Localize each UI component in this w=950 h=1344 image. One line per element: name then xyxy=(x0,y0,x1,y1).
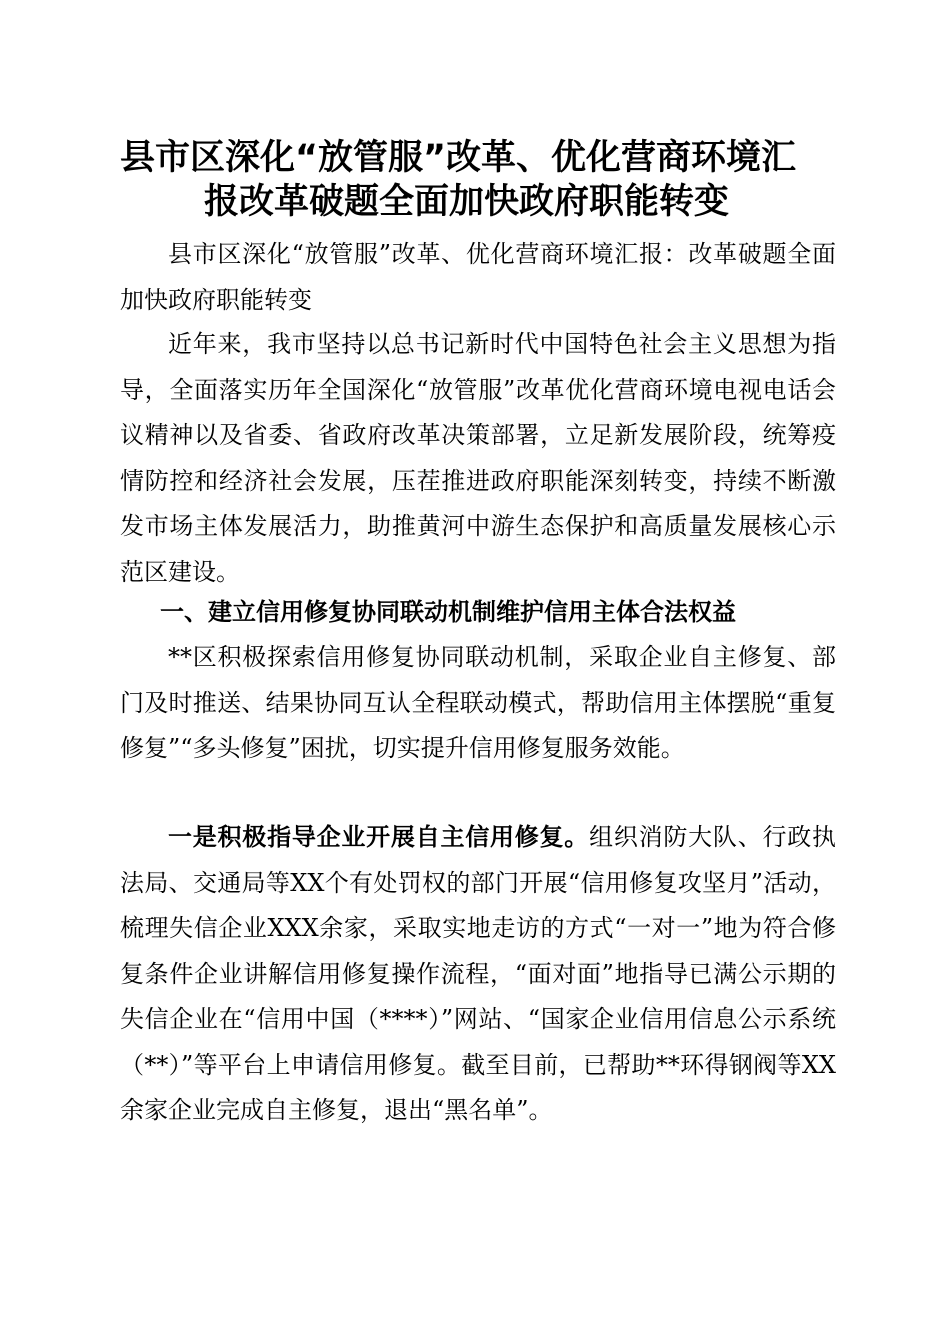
item-1-lead: 一是积极指导企业开展自主信用修复。 xyxy=(168,822,590,851)
subtitle-paragraph: 县市区深化“放管服”改革、优化营商环境汇报：改革破题全面加快政府职能转变 xyxy=(120,240,836,314)
document-title-line-1: 县市区深化“放管服”改革、优化营商环境汇 xyxy=(120,138,797,178)
section-1-heading: 一、建立信用修复协同联动机制维护信用主体合法权益 xyxy=(160,598,736,626)
document-title-line-2: 报改革破题全面加快政府职能转变 xyxy=(204,182,730,222)
item-1-paragraph xyxy=(120,814,836,1134)
intro-paragraph: 近年来，我市坚持以总书记新时代中国特色社会主义思想为指导，全面落实历年全国深化“放管服”改革优化营商环境电视电话会议精神以及省委、省政府改革决策部署，立足新发展阶段，统筹疫情防控和经济社会发展，压茬推进政府职能深刻转变，持续不断激发市场主体发展活力，助推黄河中游生态保护和高质量发展核心示范区建设。 xyxy=(120,330,836,586)
section-1-paragraph: **区积极探索信用修复协同联动机制，采取企业自主修复、部门及时推送、结果协同互认全程联动模式，帮助信用主体摆脱“重复修复”“多头修复”困扰，切实提升信用修复服务效能。 xyxy=(120,643,836,762)
item-1-body: 组织消防大队、行政执法局、交通局等XX个有处罚权的部门开展“信用修复攻坚月”活动，梳理失信企业XXX余家，采取实地走访的方式“一对一”地为符合修复条件企业讲解信用修复操作流程，“面对面”地指导已满公示期的失信企业在“信用中国（****）”网站、“国家企业信用信息公示系统（**）”等平台上申请信用修复。截至目前，已帮助**环得钢阀等XX余家企业完成自主修复，退出“黑名单”。 xyxy=(120,823,837,1124)
